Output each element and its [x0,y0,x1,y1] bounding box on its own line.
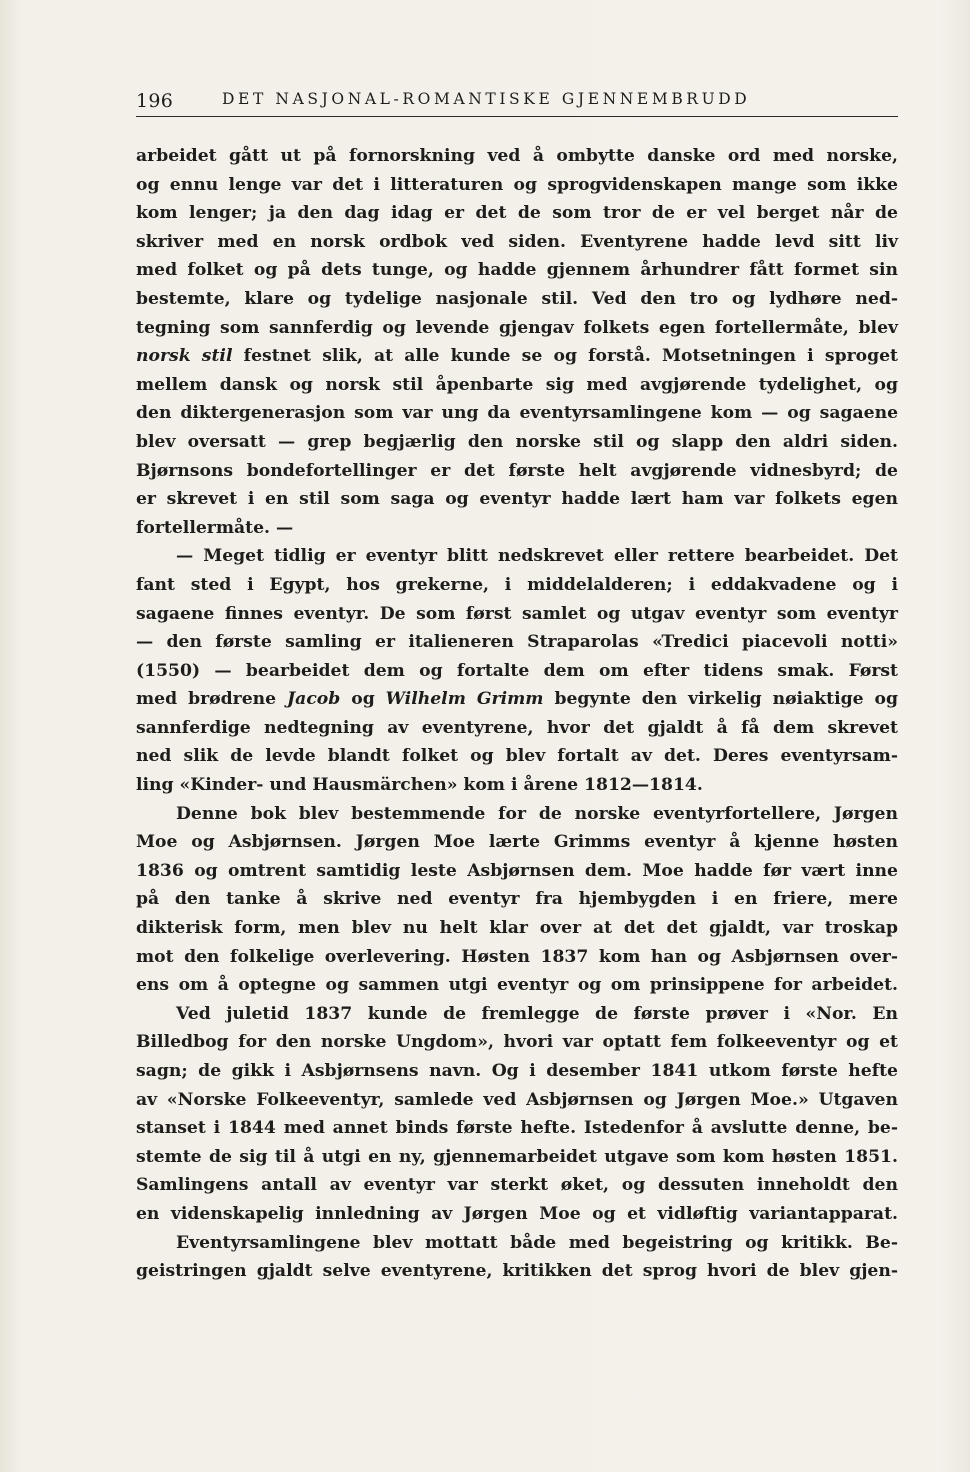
text-line: er skrevet i en stil som saga og eventyr hadde lært ham var folkets egen [136,489,898,510]
text-line: kom lenger; ja den dag idag er det de som tror de er vel berget når de [136,203,898,224]
text-line: mellem dansk og norsk stil åpenbarte sig med avgjørende tydelighet, og [136,374,898,395]
text-line: fant sted i Egypt, hos grekerne, i middelalderen; i eddakvadene og i [136,574,898,595]
text-line: blev oversatt — grep begjærlig den norske stil og slapp den aldri siden. [136,431,898,452]
text-line: bestemte, klare og tydelige nasjonale stil. Ved den tro og lydhøre ned- [136,288,898,309]
text-line: — den første samling er italieneren Straparolas «Tredici piacevoli notti» [136,632,898,653]
text-line: arbeidet gått ut på fornorskning ved å ombytte danske ord med norske, [136,146,898,166]
text-line: fortellermåte. — [136,517,294,538]
text-line: med brødrene Jacob og Wilhelm Grimm begynte den virkelig nøiaktige og [136,689,898,710]
text-line: sannferdige nedtegning av eventyrene, hvor det gjaldt å få dem skrevet [136,717,898,738]
text-line: sagaene finnes eventyr. De som først samlet og utgav eventyr som eventyr [136,603,898,624]
text-line: den diktergenerasjon som var ung da eventyrsamlingene kom — og sagaene [136,403,898,424]
text-line: ens om å optegne og sammen utgi eventyr og om prinsippene for arbeidet. [136,975,898,996]
text-line: ling «Kinder- und Hausmärchen» kom i årene 1812—1814. [136,775,703,796]
italic-name: Wilhelm Grimm [385,689,544,710]
text-line: Bjørnsons bondefortellinger er det første helt avgjørende vidnesbyrd; de [136,460,898,481]
text-line: av «Norske Folkeeventyr, samlede ved Asbjørnsen og Jørgen Moe.» Utgaven [136,1089,898,1110]
page-number: 196 [136,90,174,112]
text-line: tegning som sannferdig og levende gjengav folkets egen fortellermåte, blev [136,317,898,338]
body-text [136,142,898,1286]
paragraph-start-line: Eventyrsamlingene blev mottatt både med begeistring og kritikk. Be- [176,1232,898,1253]
text-line: stemte de sig til å utgi en ny, gjennemarbeidet utgave som kom høsten 1851. [136,1146,898,1167]
text-line: en videnskapelig innledning av Jørgen Moe og et vidløftig variantapparat. [136,1203,898,1224]
italic-name: Jacob [287,689,341,710]
text-line: (1550) — bearbeidet dem og fortalte dem om efter tidens smak. Først [136,660,898,681]
text-line: mot den folkelige overlevering. Høsten 1837 kom han og Asbjørnsen over- [136,946,898,967]
paragraph-start-line: Denne bok blev bestemmende for de norske eventyrfortellere, Jørgen [176,803,898,824]
text-line: stanset i 1844 med annet binds første hefte. Istedenfor å avslutte denne, be- [136,1118,898,1139]
text-line: Billedbog for den norske Ungdom», hvori var optatt fem folkeeventyr og et [136,1032,898,1053]
text-line: på den tanke å skrive ned eventyr fra hjembygden i en friere, mere [136,889,898,910]
text-line: dikterisk form, men blev nu helt klar over at det det gjaldt, var troskap [136,918,898,939]
text-line: og ennu lenge var det i litteraturen og sprogvidenskapen mange som ikke [136,174,898,195]
text-line: Samlingens antall av eventyr var sterkt øket, og dessuten inneholdt den [136,1175,898,1196]
text-line: med folket og på dets tunge, og hadde gjennem århundrer fått formet sin [136,260,898,281]
paragraph-start-line: Ved juletid 1837 kunde de fremlegge de første prøver i «Nor. En [176,1003,898,1024]
text-line: Moe og Asbjørnsen. Jørgen Moe lærte Grimms eventyr å kjenne høsten [136,832,898,853]
italic-term: norsk stil [136,346,233,367]
text-line: skriver med en norsk ordbok ved siden. Eventyrene hadde levd sitt liv [136,231,898,252]
text-line: norsk stil festnet slik, at alle kunde se og forstå. Motsetningen i sproget [136,346,898,367]
text-line: sagn; de gikk i Asbjørnsens navn. Og i desember 1841 utkom første hefte [136,1061,898,1081]
text-line: geistringen gjaldt selve eventyrene, kritikken det sprog hvori de blev gjen- [136,1261,898,1282]
text-line: 1836 og omtrent samtidig leste Asbjørnsen dem. Moe hadde før vært inne [136,860,898,881]
text-line: ned slik de levde blandt folket og blev fortalt av det. Deres eventyrsam- [136,746,898,767]
running-title: DET NASJONAL-ROMANTISKE GJENNEMBRUDD [222,90,751,108]
page-header [136,82,898,117]
paragraph-start-line: — Meget tidlig er eventyr blitt nedskrevet eller rettere bearbeidet. Det [176,546,898,567]
